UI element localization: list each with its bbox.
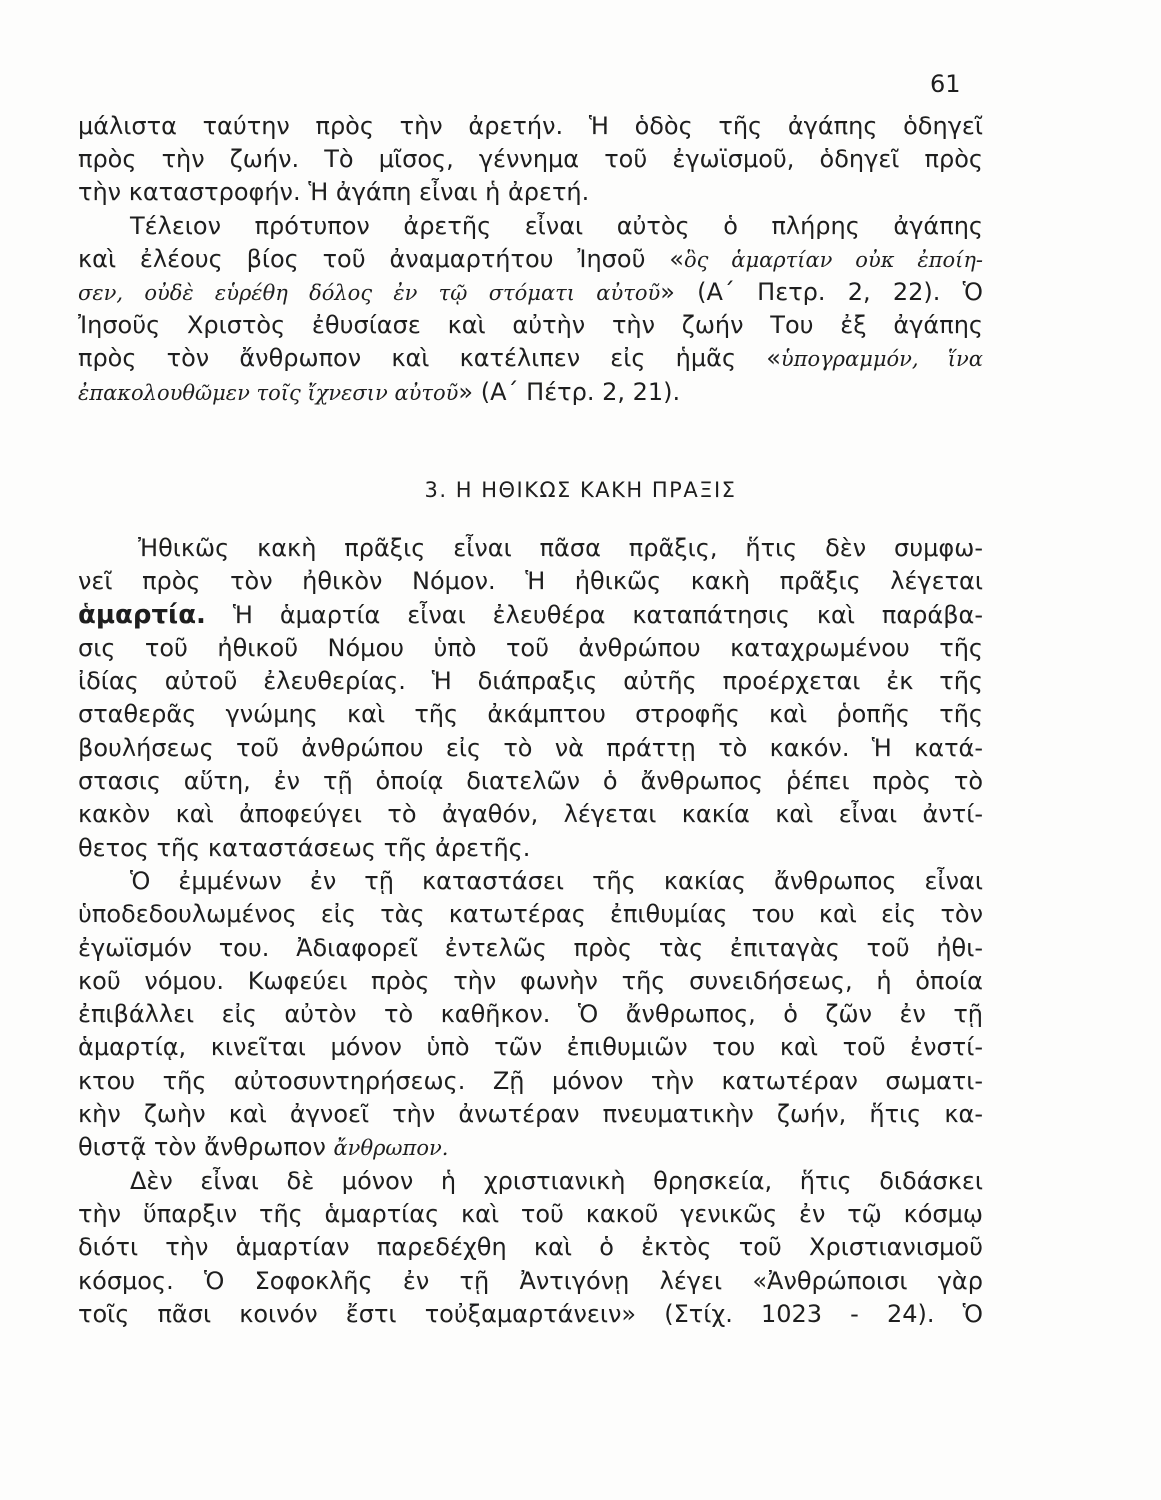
text-line: κτου τῆς αὐτοσυντηρήσεως. Ζῇ μόνον τὴν κατωτέραν σωματι- [78,1066,983,1095]
text-line: τὴν καταστροφήν. Ἡ ἀγάπη εἶναι ἡ ἀρετή. [78,178,590,207]
quotation-italic: σεν, οὐδὲ εὑρέθη δόλος ἐν τῷ στόματι αὐτοῦ [78,280,661,305]
text-line [78,1131,983,1164]
text-line: Τέλειον πρότυπον ἀρετῆς εἶναι αὐτὸς ὁ πλήρης ἀγάπης [130,211,983,240]
page-number: 61 [930,70,961,98]
text-line: μάλιστα ταύτην πρὸς τὴν ἀρετήν. Ἡ ὁδὸς τῆς ἀγάπης ὁδηγεῖ [78,112,983,140]
quotation-italic: ὑπογραμμόν, ἵνα [780,347,983,372]
text-line: σταθερᾶς γνώμης καὶ τῆς ἀκάμπτου στροφῆς καὶ ῥοπῆς τῆς [78,700,983,729]
text-line: κακὸν καὶ ἀποφεύγει τὸ ἀγαθόν, λέγεται κακία καὶ εἶναι ἀντί- [78,800,983,829]
text-line: ὑποδεδουλωμένος εἰς τὰς κατωτέρας ἐπιθυμίας του καὶ εἰς τὸν [78,900,983,929]
text-run: θιστᾷ τὸν ἄνθρωπον [78,1133,334,1162]
text-line: σις τοῦ ἠθικοῦ Νόμου ὑπὸ τοῦ ἀνθρώπου καταχρωμένου τῆς [78,633,983,662]
text-block-lower [78,532,983,1331]
text-line [78,276,983,309]
text-line: πρὸς τὴν ζωήν. Τὸ μῖσος, γέννημα τοῦ ἐγωϊσμοῦ, ὁδηγεῖ πρὸς [78,145,983,174]
quotation-italic: ὃς ἁμαρτίαν οὐκ ἐποίη- [683,247,983,272]
text-line: νεῖ πρὸς τὸν ἠθικὸν Νόμον. Ἡ ἠθικῶς κακὴ πρᾶξις λέγεται [78,567,983,596]
text-block-upper [78,110,983,409]
text-line: κὴν ζωὴν καὶ ἀγνοεῖ τὴν ἀνωτέραν πνευματικὴν ζωήν, ἥτις κα- [78,1100,983,1129]
text-run: Ἡ ἁμαρτία εἶναι ἐλευθέρα καταπάτησις καὶ παράβα- [205,600,983,629]
quotation-italic: ἐπακολουθῶμεν τοῖς ἴχνεσιν αὐτοῦ [78,380,459,405]
text-line [78,342,983,375]
text-line [78,243,983,276]
text-line: Ἠθικῶς κακὴ πρᾶξις εἶναι πᾶσα πρᾶξις, ἥτις δὲν συμφω- [138,534,983,562]
section-heading: 3. Η ΗΘΙΚΩΣ ΚΑΚΗ ΠΡΑΞΙΣ [424,478,737,502]
text-run: » (Α΄ Πετρ. 2, 22). Ὁ [660,277,983,306]
emphasis-italic: ἄνθρωπον. [333,1136,449,1161]
text-line: Ἰησοῦς Χριστὸς ἐθυσίασε καὶ αὐτὴν τὴν ζωήν Του ἐξ ἀγάπης [78,311,983,340]
text-line: ἁμαρτίᾳ, κινεῖται μόνον ὑπὸ τῶν ἐπιθυμιῶν του καὶ τοῦ ἐνστί- [78,1033,983,1062]
text-line: Ὁ ἐμμένων ἐν τῇ καταστάσει τῆς κακίας ἄνθρωπος εἶναι [130,866,983,895]
text-line: ἐγωϊσμόν του. Ἀδιαφορεῖ ἐντελῶς πρὸς τὰς ἐπιταγὰς τοῦ ἠθι- [78,933,983,962]
text-line: τὴν ὕπαρξιν τῆς ἁμαρτίας καὶ τοῦ κακοῦ γενικῶς ἐν τῷ κόσμῳ [78,1199,983,1228]
term-bold: ἁμαρτία. [78,599,206,630]
text-line: κοῦ νόμου. Κωφεύει πρὸς τὴν φωνὴν τῆς συνειδήσεως, ἡ ὁποία [78,966,983,995]
text-run: καὶ ἐλέους βίος τοῦ ἀναμαρτήτου Ἰησοῦ « [78,244,684,273]
text-line: ἰδίας αὐτοῦ ἐλευθερίας. Ἡ διάπραξις αὐτῆς προέρχεται ἐκ τῆς [78,667,983,696]
text-line: Δὲν εἶναι δὲ μόνον ἡ χριστιανικὴ θρησκεία, ἥτις διδάσκει [130,1166,983,1195]
text-line: κόσμος. Ὁ Σοφοκλῆς ἐν τῇ Ἀντιγόνῃ λέγει «Ἀνθρώποισι γὰρ [78,1266,983,1295]
text-run: πρὸς τὸν ἄνθρωπον καὶ κατέλιπεν εἰς ἡμᾶς « [78,344,781,373]
text-line: βουλήσεως τοῦ ἀνθρώπου εἰς τὸ νὰ πράττῃ τὸ κακόν. Ἡ κατά- [78,733,983,762]
text-line: ἐπιβάλλει εἰς αὐτὸν τὸ καθῆκον. Ὁ ἄνθρωπος, ὁ ζῶν ἐν τῇ [78,1000,983,1029]
text-line: θετος τῆς καταστάσεως τῆς ἀρετῆς. [78,833,531,862]
text-run: » (Α΄ Πέτρ. 2, 21). [458,377,681,406]
text-line [78,376,983,409]
text-line: τοῖς πᾶσι κοινόν ἔστι τοὐξαμαρτάνειν» (Στίχ. 1023 - 24). Ὁ [78,1299,983,1328]
text-line: στασις αὕτη, ἐν τῇ ὁποίᾳ διατελῶν ὁ ἄνθρωπος ῥέπει πρὸς τὸ [78,767,983,796]
text-line [78,599,983,632]
text-line: διότι τὴν ἁμαρτίαν παρεδέχθη καὶ ὁ ἐκτὸς τοῦ Χριστιανισμοῦ [78,1233,983,1262]
